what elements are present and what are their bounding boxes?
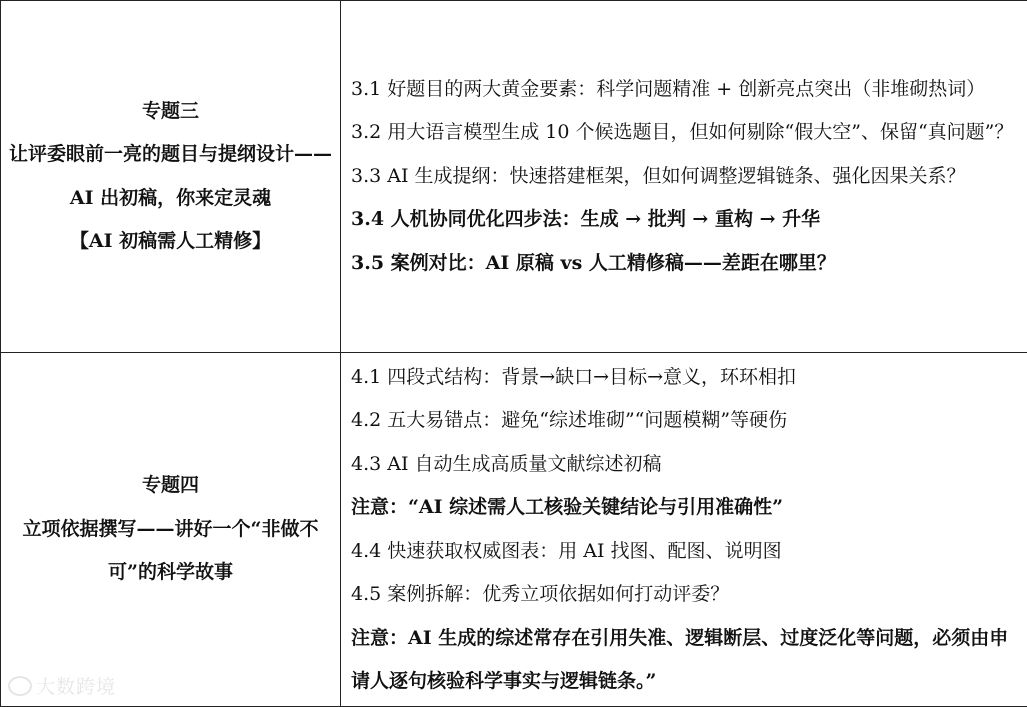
list-item: 4.3 AI 自动生成高质量文献综述初稿 (351, 443, 1021, 487)
items-cell (341, 1, 1027, 353)
items-cell (341, 353, 1027, 707)
topic-cell (1, 353, 341, 707)
note-item: 注意：AI 生成的综述常存在引用失准、逻辑断层、过度泛化等问题，必须由申请人逐句核验科学事实与逻辑链条。” (351, 617, 1021, 704)
list-item: 3.3 AI 生成提纲：快速搭建框架，但如何调整逻辑链条、强化因果关系？ (351, 155, 1021, 199)
watermark (8, 672, 116, 699)
list-item: 3.4 人机协同优化四步法：生成 → 批判 → 重构 → 升华 (351, 198, 1021, 242)
topic-cell (1, 1, 341, 353)
topic-title: 让评委眼前一亮的题目与提纲设计——AI 出初稿，你来定灵魂 (9, 143, 332, 209)
watermark-text: 大数跨境 (36, 672, 116, 699)
note-item: 注意：“AI 综述需人工核验关键结论与引用准确性” (351, 486, 1021, 530)
list-item: 4.2 五大易错点：避免“综述堆砌”“问题模糊”等硬伤 (351, 399, 1021, 443)
topic-number: 专题四 (5, 464, 336, 508)
table-row (1, 1, 1027, 353)
table-row (1, 353, 1027, 707)
list-item: 4.5 案例拆解：优秀立项依据如何打动评委？ (351, 573, 1021, 617)
topic-note: 【AI 初稿需人工精修】 (5, 220, 336, 264)
list-item: 4.1 四段式结构：背景→缺口→目标→意义，环环相扣 (351, 356, 1021, 400)
list-item: 3.2 用大语言模型生成 10 个候选题目，但如何剔除“假大空”、保留“真问题”？ (351, 111, 1021, 155)
list-item: 3.1 好题目的两大黄金要素：科学问题精准 + 创新亮点突出（非堆砌热词） (351, 68, 1021, 112)
watermark-logo-icon (8, 676, 32, 696)
topic-title: 立项依据撰写——讲好一个“非做不可”的科学故事 (23, 518, 319, 584)
list-item: 4.4 快速获取权威图表：用 AI 找图、配图、说明图 (351, 530, 1021, 574)
topic-number: 专题三 (5, 90, 336, 134)
list-item: 3.5 案例对比：AI 原稿 vs 人工精修稿——差距在哪里？ (351, 242, 1021, 286)
